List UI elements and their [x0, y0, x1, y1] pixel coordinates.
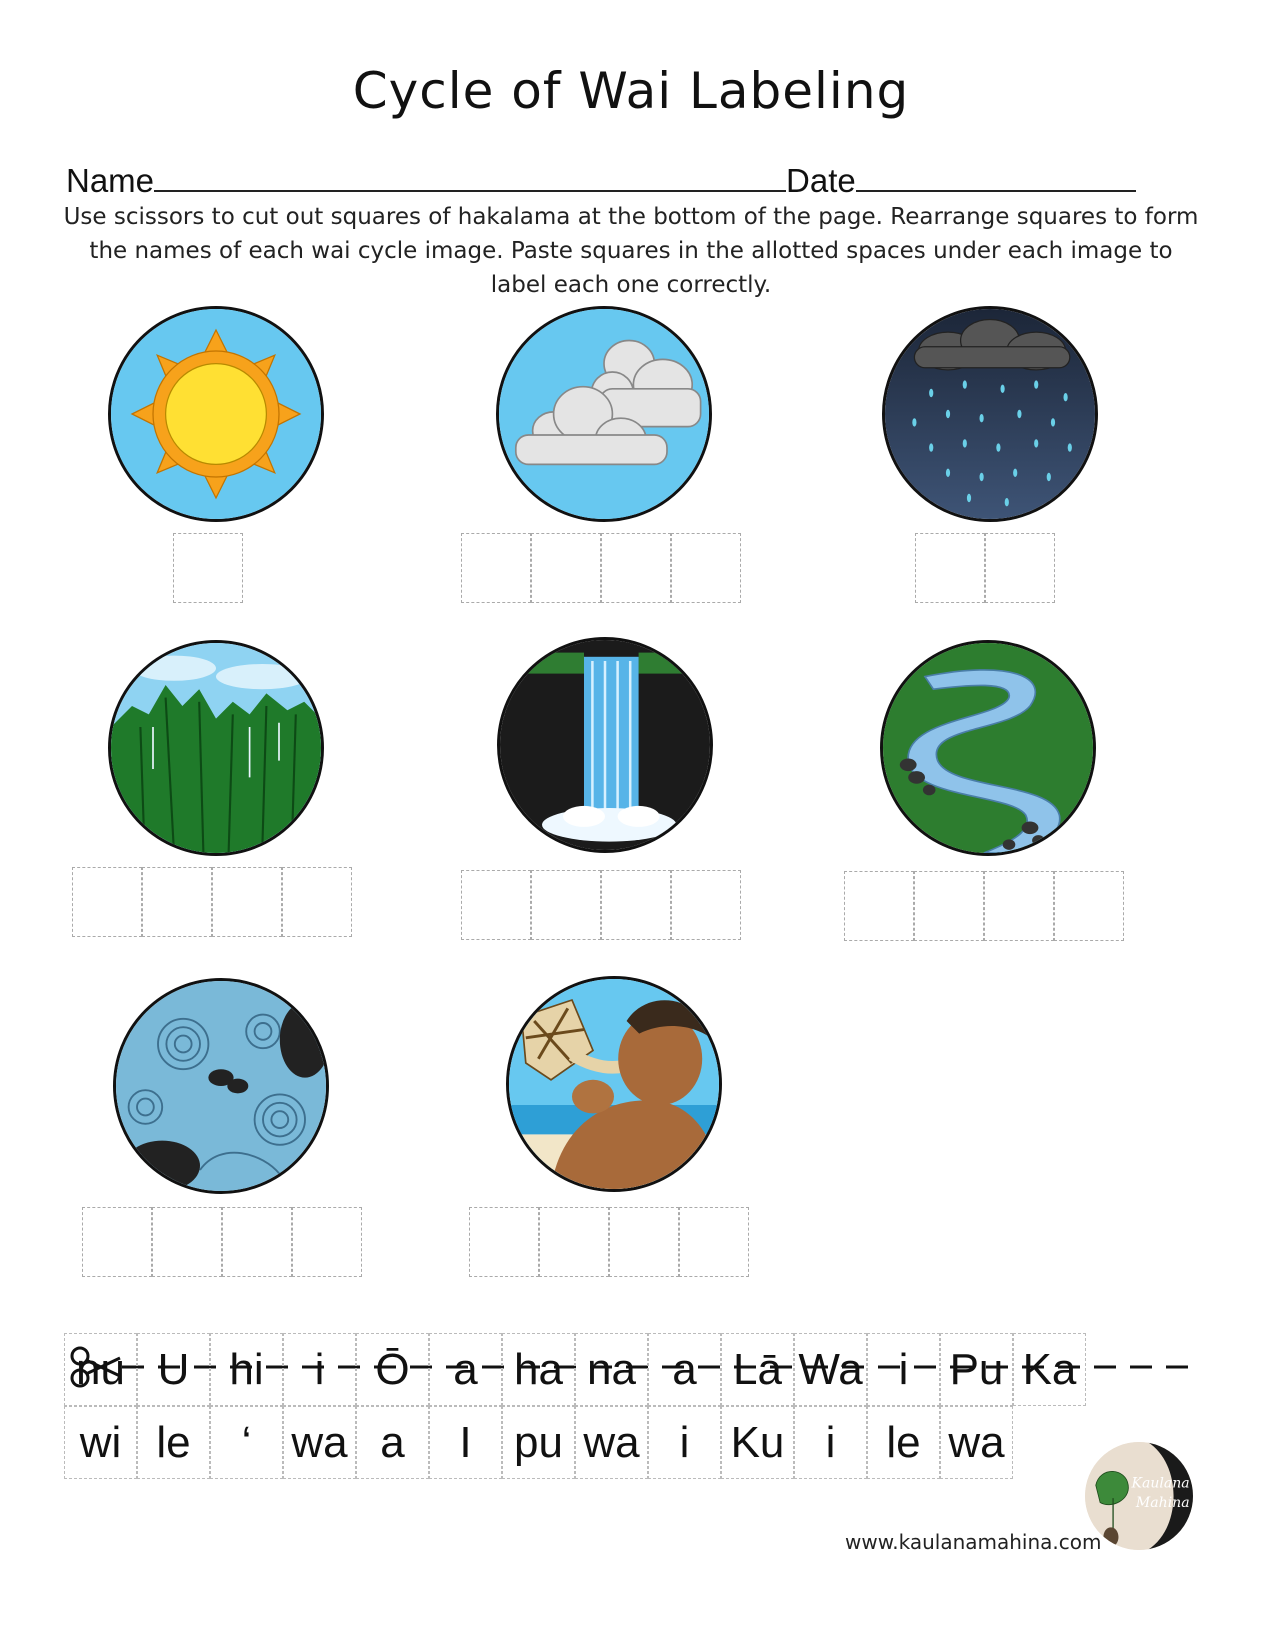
logo-text-2: Mahina — [1135, 1494, 1190, 1511]
syllable-square[interactable]: I — [429, 1406, 502, 1479]
syllable-square[interactable]: Lā — [721, 1333, 794, 1406]
syllable-square[interactable]: le — [867, 1406, 940, 1479]
syllable-square[interactable]: Wa — [794, 1333, 867, 1406]
syllable-square[interactable]: a — [648, 1333, 721, 1406]
answer-box[interactable] — [461, 533, 531, 603]
answer-box[interactable] — [914, 871, 984, 941]
drinking-child-icon — [506, 976, 722, 1192]
syllable-row-1 — [64, 1333, 1086, 1406]
answer-box[interactable] — [984, 871, 1054, 941]
syllable-square[interactable]: U — [137, 1333, 210, 1406]
answer-box[interactable] — [531, 870, 601, 940]
name-date-row — [66, 160, 1196, 200]
answer-box[interactable] — [282, 867, 352, 937]
answer-box[interactable] — [601, 533, 671, 603]
pond-icon — [113, 978, 329, 1194]
logo-text-1: Kaulana — [1131, 1475, 1190, 1492]
answer-box[interactable] — [539, 1207, 609, 1277]
answer-boxes-clouds — [461, 533, 741, 603]
mountains-icon — [108, 640, 324, 856]
answer-box[interactable] — [679, 1207, 749, 1277]
answer-box[interactable] — [671, 870, 741, 940]
syllable-square[interactable]: na — [575, 1333, 648, 1406]
answer-box[interactable] — [469, 1207, 539, 1277]
answer-box[interactable] — [985, 533, 1055, 603]
syllable-square[interactable]: Ka — [1013, 1333, 1086, 1406]
answer-box[interactable] — [222, 1207, 292, 1277]
syllable-square[interactable]: Ō — [356, 1333, 429, 1406]
answer-box[interactable] — [82, 1207, 152, 1277]
answer-box[interactable] — [1054, 871, 1124, 941]
answer-box[interactable] — [292, 1207, 362, 1277]
date-label: Date — [786, 162, 856, 199]
syllable-square[interactable]: i — [283, 1333, 356, 1406]
syllable-square[interactable]: Ku — [721, 1406, 794, 1479]
page-title: Cycle of Wai Labeling — [352, 62, 910, 120]
syllable-square[interactable]: wa — [940, 1406, 1013, 1479]
syllable-square[interactable]: wa — [283, 1406, 356, 1479]
answer-box[interactable] — [461, 870, 531, 940]
rain-icon — [882, 306, 1098, 522]
answer-boxes-pond — [82, 1207, 362, 1277]
syllable-square[interactable]: i — [794, 1406, 867, 1479]
syllable-square[interactable]: wa — [575, 1406, 648, 1479]
syllable-square[interactable]: wi — [64, 1406, 137, 1479]
syllable-square[interactable]: le — [137, 1406, 210, 1479]
answer-boxes-sun — [173, 533, 243, 603]
answer-boxes-rain — [915, 533, 1055, 603]
syllable-square[interactable]: pu — [502, 1406, 575, 1479]
answer-box[interactable] — [173, 533, 243, 603]
answer-boxes-mountains — [72, 867, 352, 937]
syllable-square[interactable]: nu — [64, 1333, 137, 1406]
answer-box[interactable] — [212, 867, 282, 937]
waterfall-icon — [497, 637, 713, 853]
answer-boxes-stream — [844, 871, 1124, 941]
answer-box[interactable] — [601, 870, 671, 940]
syllable-square[interactable]: i — [648, 1406, 721, 1479]
answer-box[interactable] — [671, 533, 741, 603]
syllable-square[interactable]: Pu — [940, 1333, 1013, 1406]
answer-box[interactable] — [915, 533, 985, 603]
answer-box[interactable] — [72, 867, 142, 937]
answer-box[interactable] — [609, 1207, 679, 1277]
syllable-square[interactable]: a — [356, 1406, 429, 1479]
syllable-square[interactable]: i — [867, 1333, 940, 1406]
answer-box[interactable] — [844, 871, 914, 941]
stream-icon — [880, 640, 1096, 856]
answer-box[interactable] — [152, 1207, 222, 1277]
website-url: www.kaulanamahina.com — [845, 1530, 1102, 1554]
instructions: Use scissors to cut out squares of hakalama at the bottom of the page. Rearrange squares to form the names of each wai cycle image. Paste squares in the allotted spaces under each image to label each one correctly. — [63, 204, 1199, 298]
syllable-square[interactable]: ‘ — [210, 1406, 283, 1479]
syllable-row-2 — [64, 1406, 1013, 1479]
syllable-square[interactable]: a — [429, 1333, 502, 1406]
date-field[interactable] — [856, 160, 1136, 192]
syllable-square[interactable]: ha — [502, 1333, 575, 1406]
answer-boxes-waterfall — [461, 870, 741, 940]
answer-boxes-drinking — [469, 1207, 749, 1277]
name-field[interactable] — [154, 160, 786, 192]
syllable-square[interactable]: hi — [210, 1333, 283, 1406]
name-label: Name — [66, 162, 155, 199]
clouds-icon — [496, 306, 712, 522]
answer-box[interactable] — [531, 533, 601, 603]
sun-icon — [108, 306, 324, 522]
answer-box[interactable] — [142, 867, 212, 937]
